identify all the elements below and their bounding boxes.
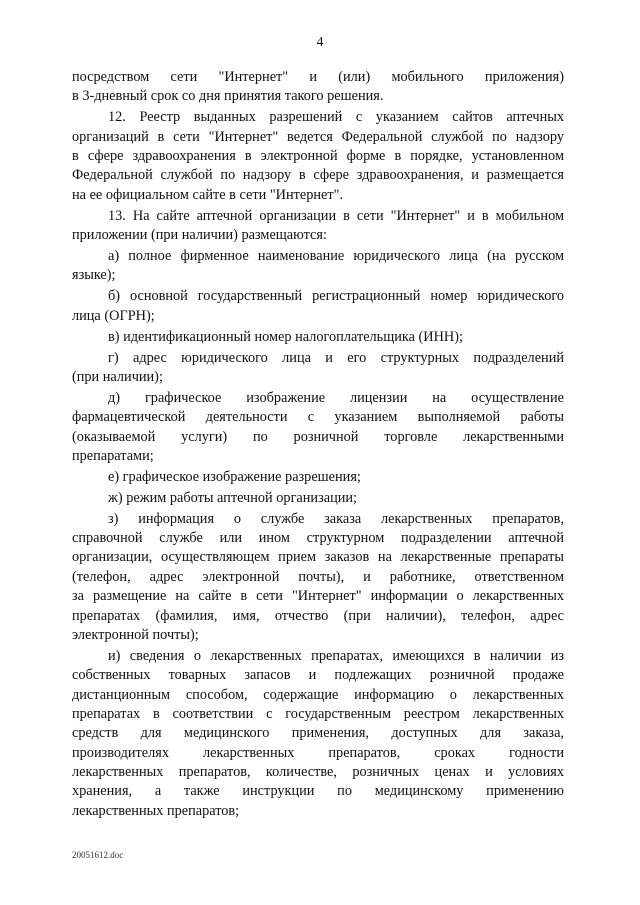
text-line: языке); — [72, 267, 116, 284]
text-line: Федеральной службой по надзору в сфере здравоохранения, и размещается — [72, 167, 564, 184]
text-line: лица (ОГРН); — [72, 307, 155, 324]
text-line: (оказываемой услуги) по розничной торговле лекарственными — [72, 428, 564, 445]
text-line: препаратами; — [72, 447, 154, 464]
text-line: за размещение на сайте в сети "Интернет" информации о лекарственных — [72, 588, 564, 605]
text-line: г) адрес юридического лица и его структурных подразделений — [108, 349, 564, 366]
text-line: собственных товарных запасов и подлежащих розничной продаже — [72, 667, 564, 684]
text-line: ж) режим работы аптечной организации; — [108, 489, 358, 506]
text-line: д) графическое изображение лицензии на осуществление — [108, 389, 564, 406]
text-line: на ее официальном сайте в сети "Интернет". — [72, 186, 344, 203]
text-line: препаратах в соответствии с государственным реестром лекарственных — [72, 705, 564, 722]
text-line: е) графическое изображение разрешения; — [108, 468, 361, 485]
text-line: средств для медицинского применения, доступных для заказа, — [72, 725, 564, 742]
text-line: лекарственных препаратов; — [72, 802, 240, 819]
text-line: 12. Реестр выданных разрешений с указанием сайтов аптечных — [108, 109, 564, 126]
text-line: дистанционным способом, содержащие информацию о лекарственных — [72, 686, 564, 703]
text-line: и) сведения о лекарственных препаратах, имеющихся в наличии из — [108, 647, 564, 664]
text-line: хранения, а также инструкции по медицинскому применению — [72, 783, 564, 800]
page-number: 4 — [316, 35, 324, 50]
text-line: организации, осуществляющем прием заказов на лекарственные препараты — [72, 549, 564, 566]
text-line: посредством сети "Интернет" и (или) мобильного приложения) — [72, 69, 564, 85]
text-line: электронной почты); — [72, 626, 199, 643]
text-line: 13. На сайте аптечной организации в сети "Интернет" и в мобильном — [108, 207, 564, 224]
text-line: в) идентификационный номер налогоплательщика (ИНН); — [108, 328, 463, 345]
text-line: б) основной государственный регистрационный номер юридического — [108, 288, 564, 305]
text-line: фармацевтической деятельности с указанием выполняемой работы — [72, 409, 564, 426]
text-line: организаций в сети "Интернет" ведется Федеральной службой по надзору — [72, 128, 564, 145]
text-line: (телефон, адрес электронной почты), и работнике, ответственном — [72, 568, 564, 585]
text-line: производителях лекарственных препаратов, сроках годности — [72, 744, 564, 761]
text-line: препаратах (фамилия, имя, отчество (при наличии), телефон, адрес — [72, 607, 564, 624]
text-line: (при наличии); — [72, 368, 163, 385]
text-line: з) информация о службе заказа лекарственных препаратов, — [108, 510, 564, 527]
text-line: в 3-дневный срок со дня принятия такого решения. — [72, 88, 384, 105]
text-line: а) полное фирменное наименование юридического лица (на русском — [108, 247, 564, 264]
text-line: приложении (при наличии) размещаются: — [72, 227, 327, 243]
document-footer-filename: 20051612.doc — [72, 850, 124, 860]
text-line: лекарственных препаратов, количестве, розничных ценах и условиях — [72, 763, 564, 780]
text-line: в сфере здравоохранения в электронной форме в порядке, установленном — [72, 148, 564, 164]
text-line: справочной службе или ином структурном подразделении аптечной — [72, 530, 564, 547]
